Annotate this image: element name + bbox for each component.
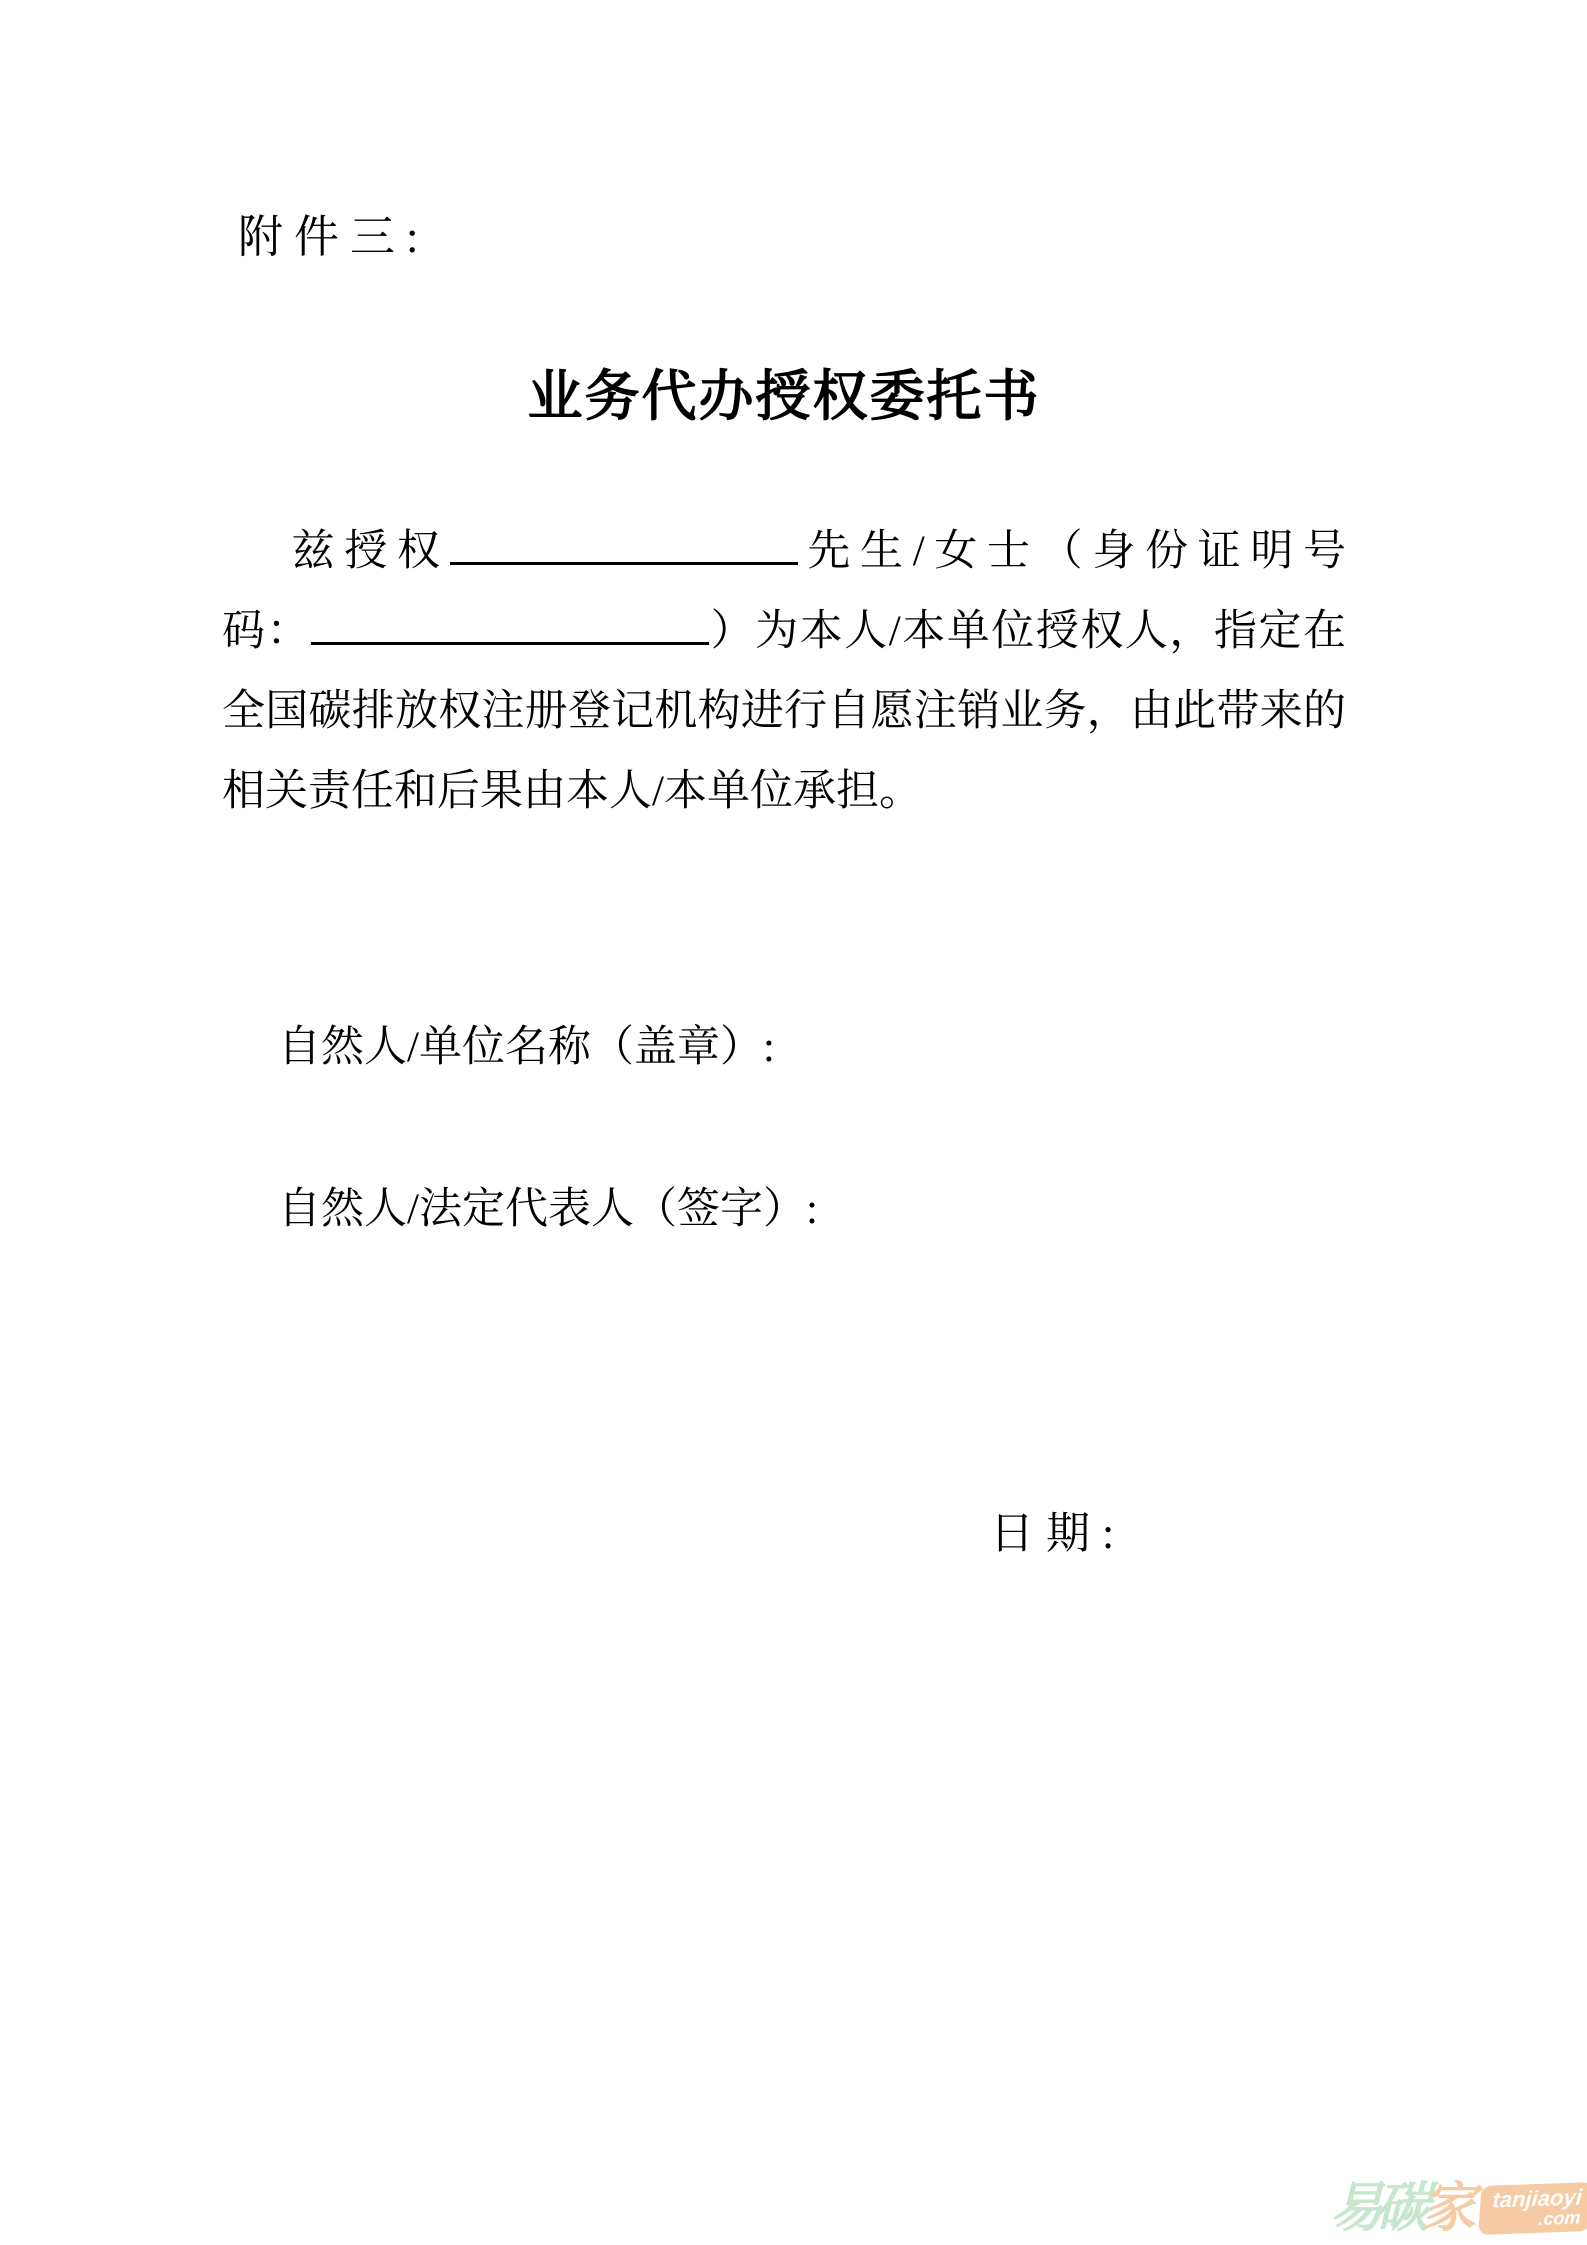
first-line-indent <box>222 564 282 565</box>
watermark-domain-badge <box>1478 2182 1587 2235</box>
paragraph-line-3: 全国碳排放权注册登记机构进行自愿注销业务，由此带来的 <box>222 688 1346 735</box>
body-paragraph <box>222 512 1346 832</box>
paragraph-line-1 <box>222 512 1346 592</box>
line2-text-end: ）为本人/本单位授权人，指定在 <box>709 608 1347 655</box>
watermark-domain-name: tanjiaoyi <box>1491 2183 1583 2213</box>
watermark-char-tan: 碳 <box>1375 2178 1422 2238</box>
natural-person-or-legal-representative-sign-label: 自然人/法定代表人（签字）: <box>278 1186 818 1233</box>
watermark-domain-tld: .com <box>1537 2206 1582 2229</box>
paragraph-line-4: 相关责任和后果由本人/本单位承担。 <box>222 768 922 815</box>
watermark-char-jia: 家 <box>1421 2178 1468 2238</box>
blank-id-number <box>311 603 709 645</box>
watermark-char-yi: 易 <box>1329 2178 1376 2238</box>
line1-text-start: 兹授权 <box>282 528 450 575</box>
natural-person-or-unit-stamp-label: 自然人/单位名称（盖章）: <box>278 1024 775 1071</box>
paragraph-line-2 <box>222 592 1346 672</box>
line2-text-start: 码： <box>222 608 312 655</box>
document-title: 业务代办授权委托书 <box>527 366 1041 427</box>
date-label: 日期: <box>990 1509 1127 1558</box>
line1-text-end: 先生/女士（身份证明号 <box>797 528 1347 575</box>
attachment-number-label: 附件三: <box>238 212 430 262</box>
blank-authorized-person-name <box>450 523 798 565</box>
tanjiaoyi-watermark-logo <box>1329 2178 1587 2238</box>
